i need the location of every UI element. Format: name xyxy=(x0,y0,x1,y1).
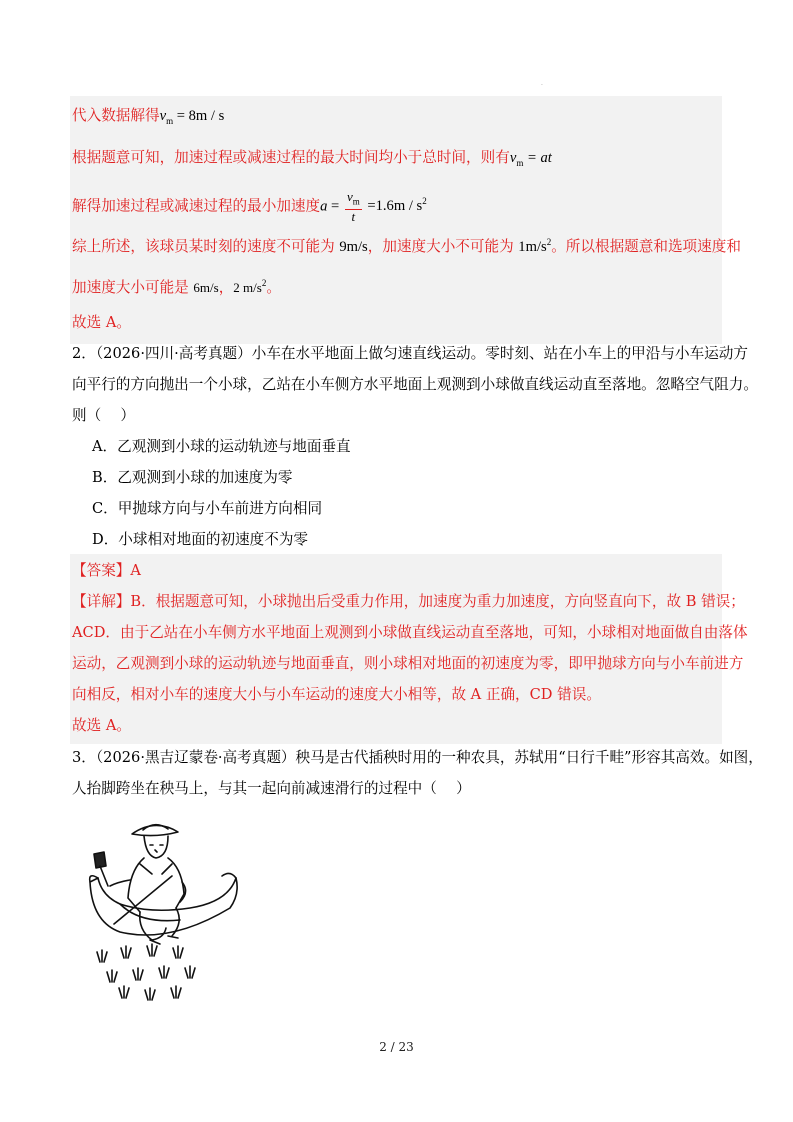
farmer-on-yangma-illustration xyxy=(80,812,250,1002)
q2-stem-line-2: 向平行的方向抛出一个小球，乙站在小车侧方水平地面上观测到小球做直线运动直至落地。忽略空气阻力。 xyxy=(72,376,758,393)
header-mark: · xyxy=(541,82,543,89)
q2-detail-line-1: 【详解】B．根据题意可知，小球抛出后受重力作用，加速度为重力加速度，方向竖直向下，故 B 错误； xyxy=(72,593,745,610)
q1-line-summary: 综上所述，该球员某时刻的速度不可能为 9m/s，加速度大小不可能为 $1m/s^2$。所以根据题意和选项速度和 xyxy=(72,237,741,255)
q3-stem-line-1: 3．（2026·黑吉辽蒙卷·高考真题）秧马是古代插秧时用的一种农具，苏轼用“日行千畦”形容其高效。如图， xyxy=(72,749,763,766)
answer-tag: 【答案】 xyxy=(72,562,131,579)
q1-line-min-accel: 解得加速过程或减速过程的最小加速度a = $\frac{v_m}{t}$ $=1.6m / s^2$ xyxy=(72,189,427,224)
q2-detail-line-4: 向相反，相对小车的速度大小与小车运动的速度大小相等，故 A 正确，CD 错误。 xyxy=(72,686,601,703)
q2-stem-line-3: 则（ ） xyxy=(72,407,136,424)
q2-option-d: D．小球相对地面的初速度不为零 xyxy=(92,531,309,548)
q2-choice: 故选 A。 xyxy=(72,717,131,734)
q3-stem-line-2: 人抬脚跨坐在秧马上，与其一起向前减速滑行的过程中（ ） xyxy=(72,780,471,797)
q1-choice: 故选 A。 xyxy=(72,314,131,331)
q1-line-substitute: 代入数据解得$v_m = 8m / s$ xyxy=(72,107,225,126)
q2-option-a: A．乙观测到小球的运动轨迹与地面垂直 xyxy=(92,438,351,455)
q2-option-b: B．乙观测到小球的加速度为零 xyxy=(92,469,293,486)
q2-detail-line-3: 运动，乙观测到小球的运动轨迹与地面垂直，则小球相对地面的初速度为零，即甲抛球方向与小车前进方 xyxy=(72,655,744,672)
page-number: 2 / 23 xyxy=(379,1040,414,1054)
q2-stem-line-1: 2．（2026·四川·高考真题）小车在水平地面上做匀速直线运动。零时刻、站在小车上的甲沿与小车运动方 xyxy=(72,345,748,362)
q1-line-possible: 加速度大小可能是 6m/s，2 $m/s^2$。 xyxy=(72,278,281,296)
q2-detail-line-2: ACD．由于乙站在小车侧方水平地面上观测到小球做直线运动直至落地，可知，小球相对地面做自由落体 xyxy=(72,624,748,641)
q2-answer: 【答案】A xyxy=(72,562,141,579)
answer-band-q2 xyxy=(70,554,722,744)
fraction-vm-over-t: $\frac{v_m}{t}$ xyxy=(346,189,360,224)
q2-option-c: C．甲抛球方向与小车前进方向相同 xyxy=(92,500,323,517)
detail-tag: 【详解】 xyxy=(72,593,131,610)
q1-line-max-time: 根据题意可知，加速过程或减速过程的最大时间均小于总时间，则有$v_m$ = at xyxy=(72,149,552,168)
